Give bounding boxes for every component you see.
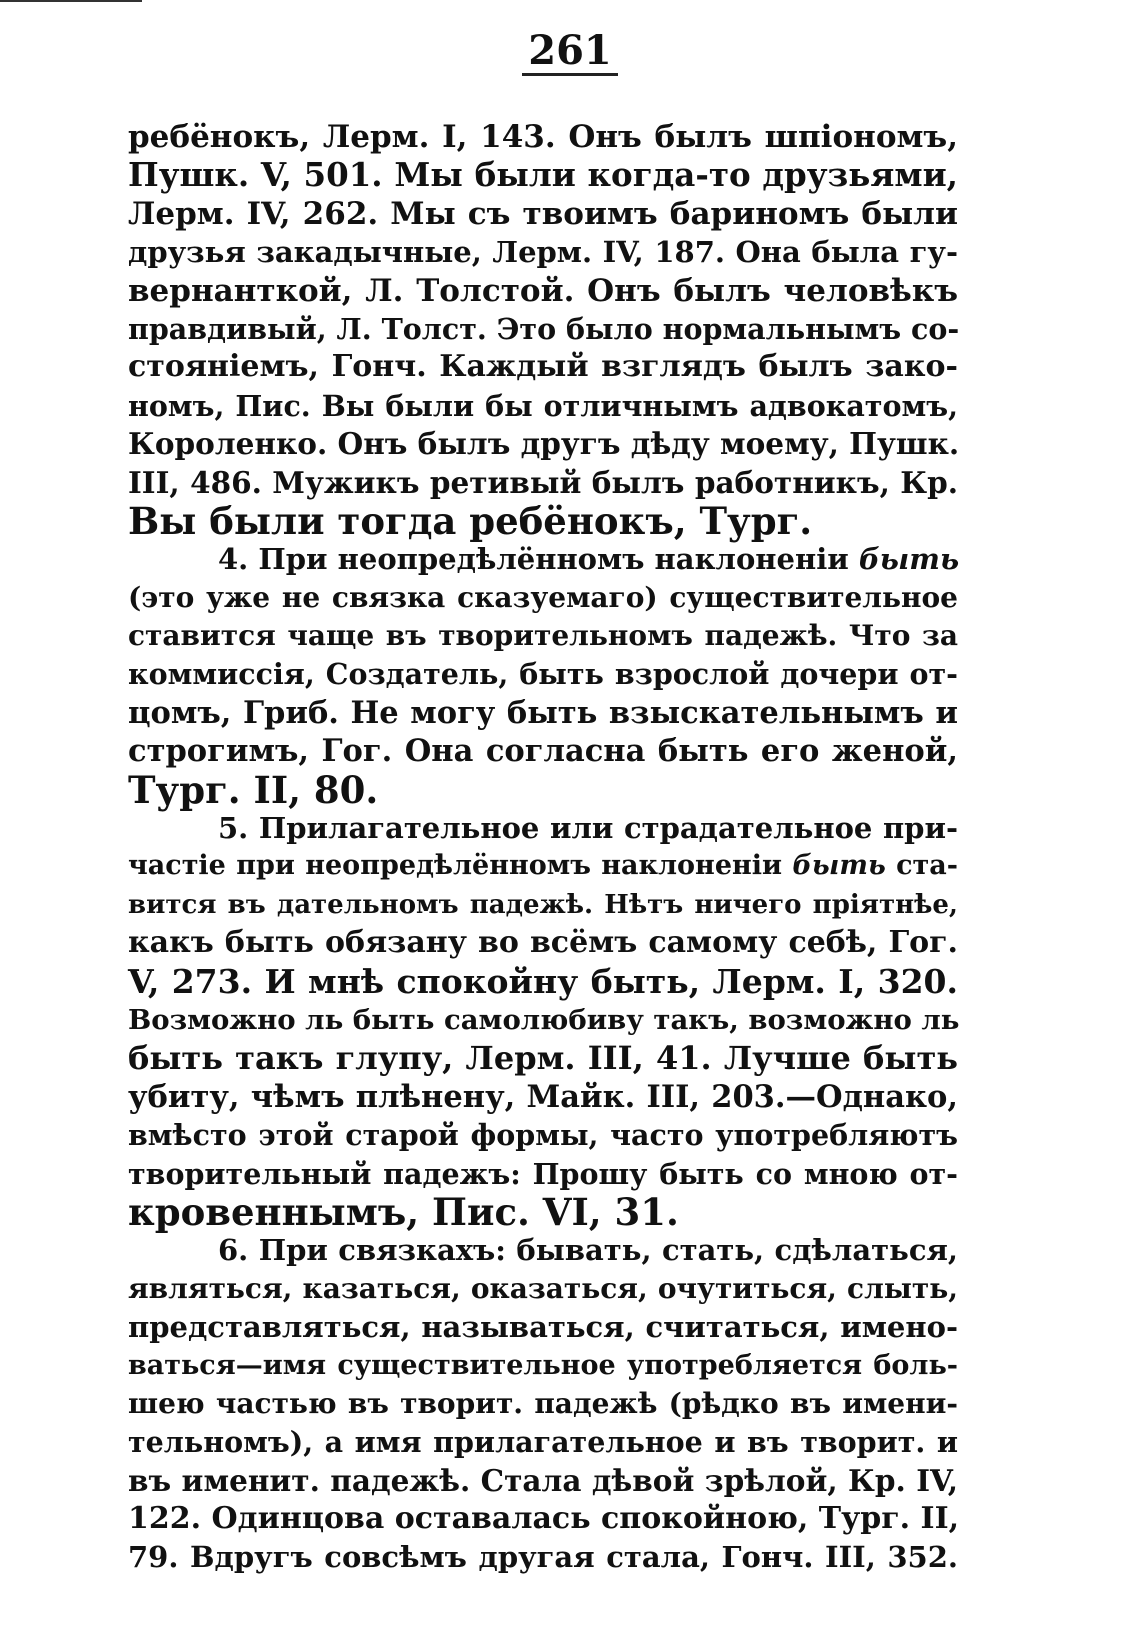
page-number: 261 bbox=[522, 29, 618, 76]
text-line: являться, казаться, оказаться, очутиться, слыть, bbox=[128, 1271, 958, 1305]
page-body bbox=[128, 118, 958, 1577]
text-line: Возможно ль быть самолюбиву такъ, возможно ль bbox=[128, 1003, 960, 1036]
text-line: вмѣсто этой старой формы, часто употребляютъ bbox=[128, 1118, 958, 1153]
text-line: въ именит. падежѣ. Стала дѣвой зрѣлой, Кр. IV, bbox=[128, 1462, 958, 1498]
paragraph-6-start: 6. При связкахъ: бывать, стать, сдѣлаться, bbox=[218, 1233, 958, 1268]
text-line: ваться—имя существительное употребляется боль- bbox=[128, 1349, 958, 1381]
italic-word: быть bbox=[792, 850, 886, 882]
text-line: творительный падежъ: Прошу быть со мною от- bbox=[128, 1156, 958, 1191]
text-line: правдивый, Л. Толст. Это было нормальнымъ со- bbox=[128, 311, 960, 346]
text-line: друзья закадычные, Лерм. IV, 187. Она была гу- bbox=[128, 235, 958, 270]
text-line: цомъ, Гриб. Не могу быть взыскательнымъ и bbox=[128, 694, 958, 731]
text-line: строгимъ, Гог. Она согласна быть его женой, bbox=[128, 733, 958, 770]
text-line: номъ, Пис. Вы были бы отличнымъ адвокатомъ, bbox=[128, 388, 958, 423]
text-line: 79. Вдругъ совсѣмъ другая стала, Гонч. III, 352. bbox=[128, 1540, 958, 1575]
paragraph-4-start: 4. При неопредѣлённомъ наклоненiи быть bbox=[218, 542, 960, 577]
text-line: частiе при неопредѣлённомъ наклоненiи быть ста- bbox=[128, 850, 958, 882]
text-line: ребёнокъ, Лерм. I, 143. Онъ былъ шпiономъ, bbox=[128, 119, 958, 155]
page-number-container bbox=[0, 26, 1140, 76]
text-line: быть такъ глупу, Лерм. III, 41. Лучше быть bbox=[128, 1039, 958, 1078]
text-line: Тург. II, 80. bbox=[128, 767, 379, 812]
text-line: Короленко. Онъ былъ другъ дѣду моему, Пушк. bbox=[128, 426, 960, 462]
text-line: Вы были тогда ребёнокъ, Тург. bbox=[128, 498, 813, 543]
paragraph-5-start: 5. Прилагательное или страдательное при- bbox=[218, 811, 958, 846]
italic-word: быть bbox=[858, 542, 960, 577]
text-line: шею частью въ творит. падежѣ (рѣдко въ имени- bbox=[128, 1386, 958, 1420]
text-line: какъ быть обязану во всёмъ самому себѣ, Гог. bbox=[128, 925, 958, 961]
text-line: 122. Одинцова оставалась спокойною, Тург. II, bbox=[128, 1501, 960, 1537]
text-line: убиту, чѣмъ плѣнену, Майк. III, 203.—Однако, bbox=[128, 1078, 958, 1115]
top-rule bbox=[0, 0, 142, 2]
text-line: Лерм. IV, 262. Мы съ твоимъ бариномъ были bbox=[128, 195, 958, 232]
text-line: коммиссiя, Создатель, быть взрослой дочери от- bbox=[128, 657, 958, 692]
text-line: тельномъ), а имя прилагательное и въ творит. и bbox=[128, 1425, 958, 1460]
text-line: вится въ дательномъ падежѣ. Нѣтъ ничего прiятнѣе, bbox=[128, 889, 958, 920]
text-line: представляться, называться, считаться, имено- bbox=[128, 1310, 958, 1345]
text-line: (это уже не связка сказуемаго) существительное bbox=[128, 580, 958, 614]
text-line: V, 273. И мнѣ спокойну быть, Лерм. I, 320. bbox=[128, 961, 958, 1001]
text-line: стоянiемъ, Гонч. Каждый взглядъ былъ зако- bbox=[128, 349, 958, 385]
text-line: III, 486. Мужикъ ретивый былъ работникъ, Кр. bbox=[128, 464, 958, 500]
text-line: кровеннымъ, Пис. VI, 31. bbox=[128, 1189, 679, 1234]
text-line: Пушк. V, 501. Мы были когда-то друзьями, bbox=[128, 155, 958, 195]
text-line: вернанткой, Л. Толстой. Онъ былъ человѣкъ bbox=[128, 272, 958, 309]
text-line: ставится чаще въ творительномъ падежѣ. Что за bbox=[128, 619, 958, 653]
